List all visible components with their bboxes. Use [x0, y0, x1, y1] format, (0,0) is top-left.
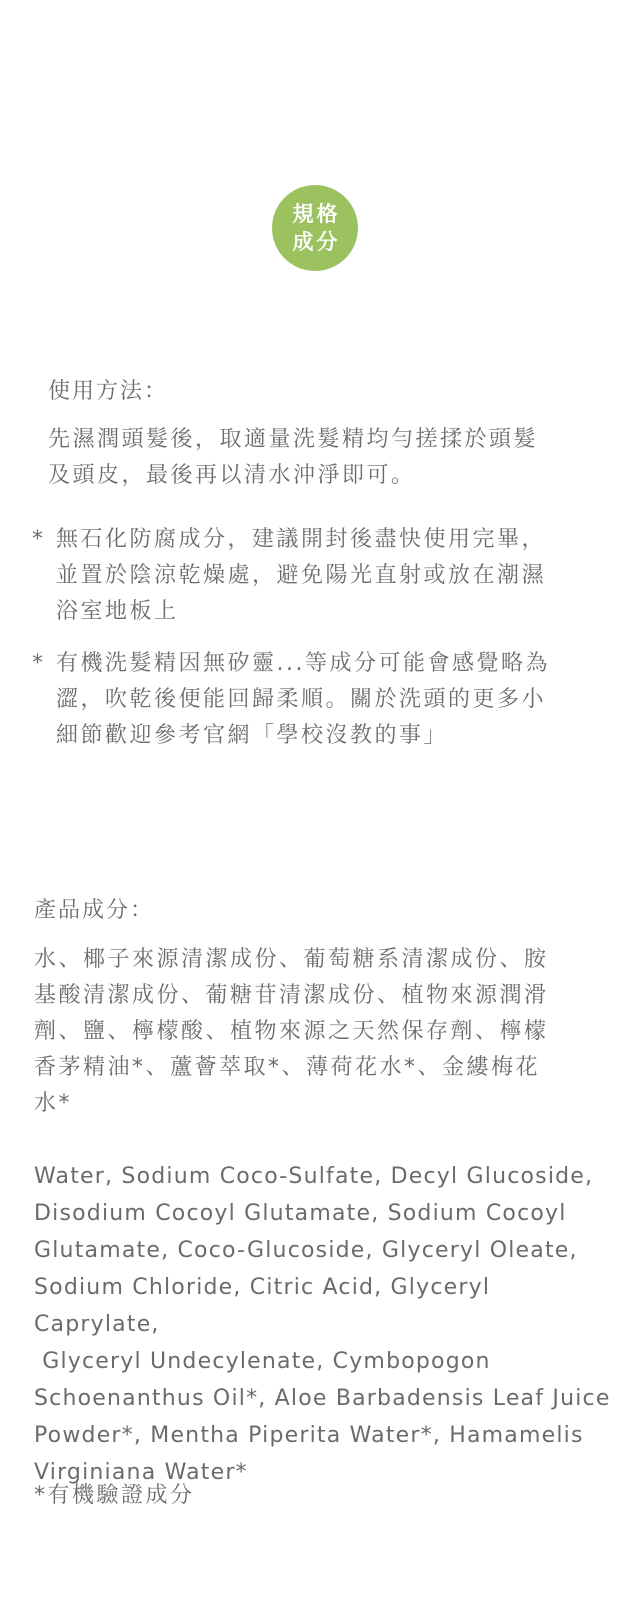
note-line: 無石化防腐成分，建議開封後盡快使用完畢，	[56, 527, 547, 552]
note-line: 並置於陰涼乾燥處，避免陽光直射或放在潮濕	[56, 563, 547, 588]
ingredient-line: 水、椰子來源清潔成份、葡萄糖系清潔成份、胺	[34, 947, 549, 972]
ingredient-en-line: Glutamate, Coco-Glucoside, Glyceryl Oleate,	[34, 1238, 578, 1263]
ingredient-en-line: Virginiana Water*	[34, 1460, 248, 1485]
badge-line-2: 成分	[292, 230, 341, 254]
spec-ingredients-badge	[272, 185, 358, 271]
texture-note	[32, 646, 620, 754]
ingredient-en-line: Glyceryl Undecylenate, Cymbopogon	[34, 1349, 491, 1374]
usage-line: 及頭皮，最後再以清水沖淨即可。	[48, 463, 416, 488]
organic-footnote: *有機驗證成分	[34, 1483, 195, 1508]
storage-note	[32, 522, 620, 630]
note-line: 浴室地板上	[56, 599, 179, 624]
badge-line-1: 規格	[292, 202, 341, 226]
ingredient-line: 基酸清潔成份、葡糖苷清潔成份、植物來源潤滑	[34, 983, 549, 1008]
usage-title: 使用方法：	[48, 379, 169, 404]
ingredient-en-line: Water, Sodium Coco-Sulfate, Decyl Glucoside,	[34, 1164, 594, 1189]
note-asterisk: *	[32, 527, 46, 552]
ingredient-line: 水*	[34, 1091, 73, 1116]
note-line: 有機洗髮精因無矽靈...等成分可能會感覺略為	[56, 651, 550, 676]
ingredient-en-line: Schoenanthus Oil*, Aloe Barbadensis Leaf Juice	[34, 1386, 611, 1411]
note-line: 澀，吹乾後便能回歸柔順。關於洗頭的更多小	[56, 687, 547, 712]
usage-line: 先濕潤頭髮後，取適量洗髮精均勻搓揉於頭髮	[48, 427, 539, 452]
note-asterisk: *	[32, 651, 46, 676]
ingredient-en-line: Powder*, Mentha Piperita Water*, Hamamelis	[34, 1423, 584, 1448]
ingredients-en	[34, 1158, 620, 1491]
ingredients-title: 產品成分：	[34, 898, 155, 923]
ingredient-en-line: Sodium Chloride, Citric Acid, Glyceryl Caprylate,	[34, 1275, 491, 1337]
note-line: 細節歡迎參考官網「學校沒教的事」	[56, 723, 449, 748]
ingredient-line: 香茅精油*、蘆薈萃取*、薄荷花水*、金縷梅花	[34, 1055, 541, 1080]
usage-instructions	[48, 422, 620, 494]
ingredient-line: 劑、鹽、檸檬酸、植物來源之天然保存劑、檸檬	[34, 1019, 549, 1044]
ingredients-zh	[34, 942, 620, 1122]
ingredient-en-line: Disodium Cocoyl Glutamate, Sodium Cocoyl	[34, 1201, 567, 1226]
